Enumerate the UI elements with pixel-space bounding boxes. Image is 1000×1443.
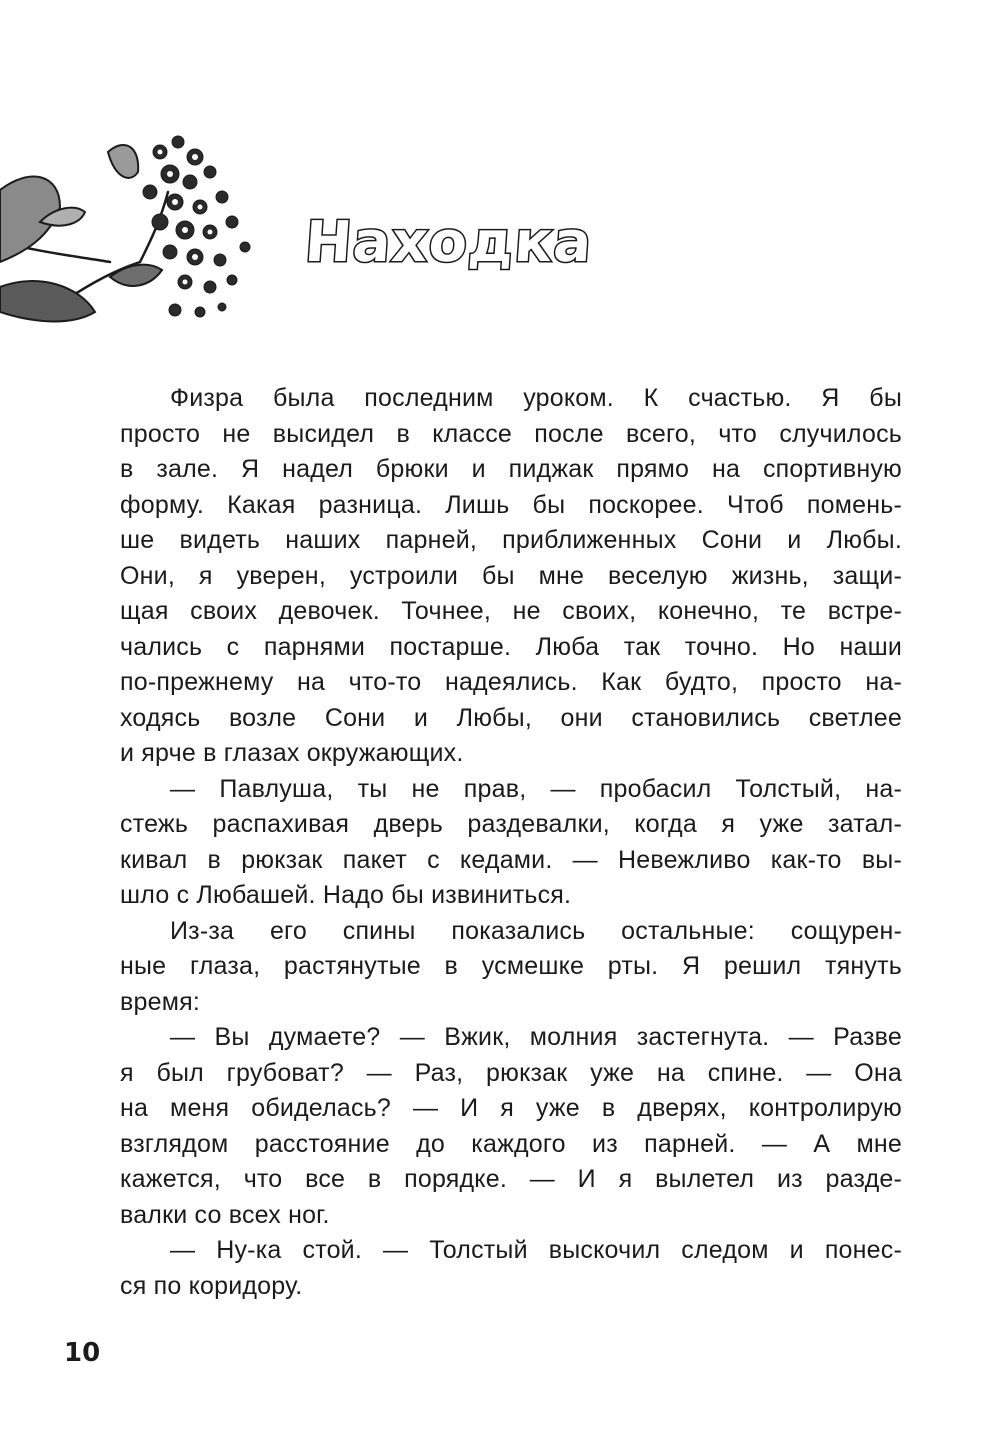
text-line: стежь распахивая дверь раздевалки, когда я уже затал- [120,810,902,838]
text-line: чались с парнями постарше. Люба так точно. Но наши [120,632,902,661]
text-line: кажется, что все в порядке. — И я вылетел из разде- [120,1165,902,1193]
paragraph [120,772,902,914]
text-line: на меня обиделась? — И я уже в дверях, контролирую [120,1094,902,1122]
text-line: форму. Какая разница. Лишь бы поскорее. Чтоб помень- [120,490,902,519]
text-line: валки со всех ног. [120,1200,330,1229]
text-line: ходясь возле Сони и Любы, они становились светлее [120,703,902,732]
text-line: и ярче в глазах окружающих. [120,739,464,767]
chapter-title: Находка [302,210,595,275]
text-line: я был грубоват? — Раз, рюкзак уже на спине. — Она [120,1058,902,1087]
text-line: ся по коридору. [120,1271,303,1300]
text-line: ные глаза, растянутые в усмешке рты. Я решил тянуть [120,952,902,980]
paragraph [120,1020,902,1233]
lilac-branch-icon [0,112,300,364]
text-line: Они, я уверен, устроили бы мне веселую жизнь, защи- [120,561,902,590]
page-number: 10 [64,1338,101,1368]
text-line: — Вы думаете? — Вжик, молния застегнута. — Разве [170,1023,902,1051]
text-line: шло с Любашей. Надо бы извиниться. [120,881,572,909]
text-line: кивал в рюкзак пакет с кедами. — Невежливо как-то вы- [120,845,902,874]
paragraph [120,381,902,772]
paragraph [120,1233,902,1304]
text-line: время: [120,987,200,1016]
paragraph [120,914,902,1021]
text-line: ше видеть наших парней, приближенных Сони и Любы. [120,526,902,554]
text-line: просто не высидел в классе после всего, что случилось [120,419,902,448]
text-line: — Павлуша, ты не прав, — пробасил Толстый, на- [170,774,902,803]
text-line: по-прежнему на что-то надеялись. Как будто, просто на- [120,668,902,696]
text-line: — Ну-ка стой. — Толстый выскочил следом и понес- [170,1236,902,1264]
chapter-body [120,381,902,1304]
text-line: в зале. Я надел брюки и пиджак прямо на спортивную [120,455,902,483]
text-line: Из-за его спины показались остальные: сощурен- [170,916,902,945]
text-line: щая своих девочек. Точнее, не своих, конечно, те встре- [120,597,902,625]
text-line: Физра была последним уроком. К счастью. Я бы [170,384,902,412]
text-line: взглядом расстояние до каждого из парней. — А мне [120,1129,902,1158]
